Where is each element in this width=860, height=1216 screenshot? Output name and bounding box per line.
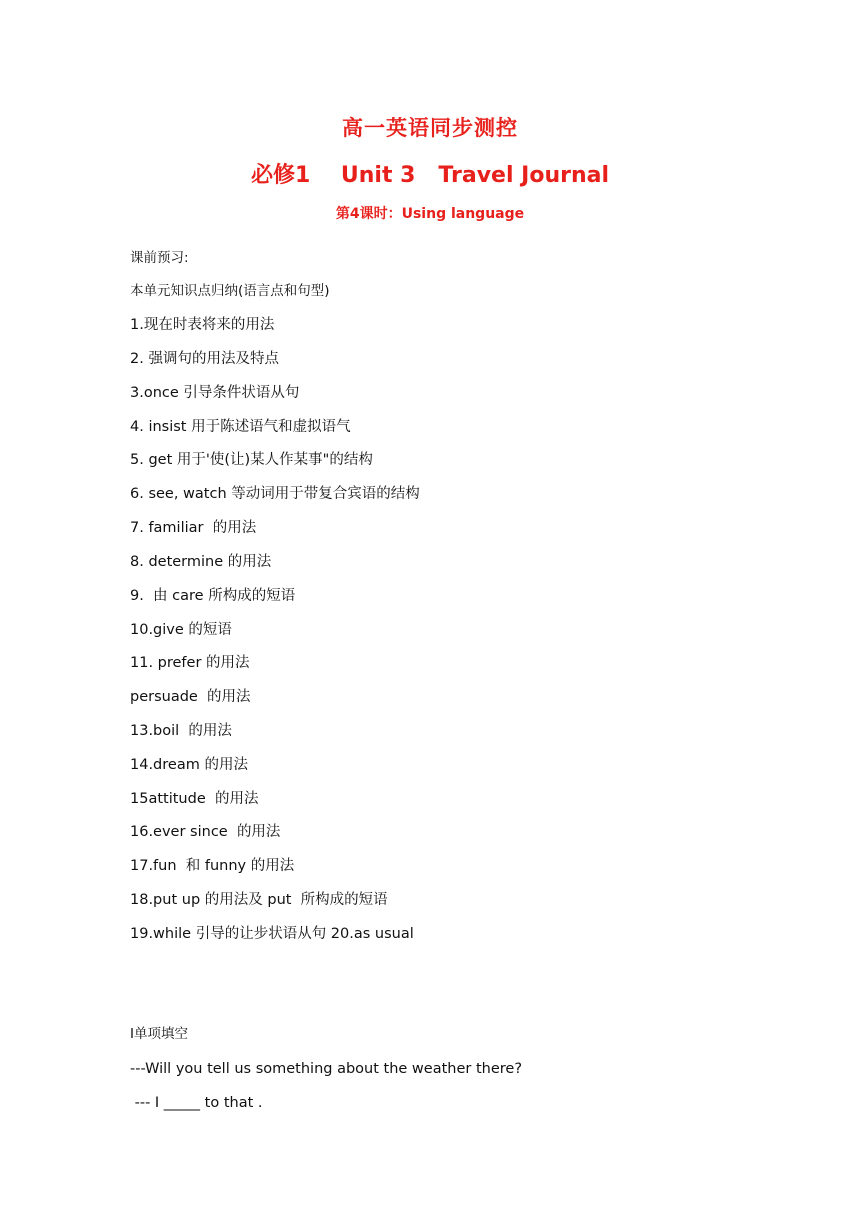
exercise-section-heading: Ⅰ单项填空 [130,1026,188,1042]
list-item: 8. determine 的用法 [130,554,272,570]
list-item: 5. get 用于'使(让)某人作某事"的结构 [130,452,373,468]
document-title: 高一英语同步测控 [342,116,518,140]
list-item: 3.once 引导条件状语从句 [130,385,300,401]
list-item: 10.give 的短语 [130,622,232,638]
list-item: 16.ever since 的用法 [130,824,281,840]
exercise-question: ---Will you tell us something about the weather there? [130,1061,523,1077]
list-item: 1.现在时表将来的用法 [130,317,275,333]
list-item: 13.boil 的用法 [130,723,232,739]
list-item: 15attitude 的用法 [130,791,259,807]
list-item: 19.while 引导的让步状语从句 20.as usual [130,926,414,942]
lesson-title: 第4课时：Using language [335,206,525,222]
exercise-answer-blank: --- I _____ to that . [130,1095,263,1111]
list-item: 7. familiar 的用法 [130,520,257,536]
list-item: persuade 的用法 [130,689,251,705]
preview-heading: 课前预习: [130,250,189,266]
list-item: 17.fun 和 funny 的用法 [130,858,295,874]
list-item: 2. 强调句的用法及特点 [130,351,279,367]
list-item: 14.dream 的用法 [130,757,248,773]
unit-subtitle: 必修1 Unit 3 Travel Journal [250,163,610,188]
list-item: 11. prefer 的用法 [130,655,250,671]
preview-intro: 本单元知识点归纳(语言点和句型) [130,283,330,299]
list-item: 9. 由 care 所构成的短语 [130,588,296,604]
list-item: 6. see, watch 等动词用于带复合宾语的结构 [130,486,420,502]
list-item: 18.put up 的用法及 put 所构成的短语 [130,892,388,908]
list-item: 4. insist 用于陈述语气和虚拟语气 [130,419,351,435]
